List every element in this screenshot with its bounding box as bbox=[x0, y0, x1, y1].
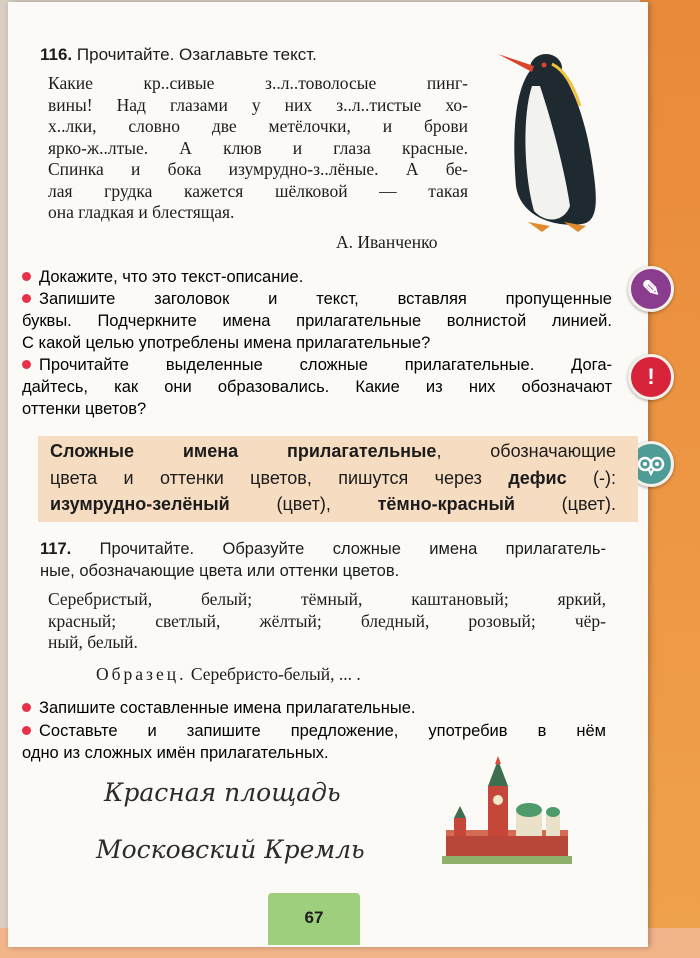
exercise-117-number: 117. bbox=[40, 540, 72, 558]
pen-icon: ✎ bbox=[628, 266, 674, 312]
text-line: она гладкая и блестящая. bbox=[48, 202, 235, 222]
text-line: лая грудка кажется шёлковой — такая bbox=[48, 180, 468, 201]
words-line: Серебристый, белый; тёмный, каштановый; яркий, bbox=[48, 589, 606, 609]
author: А. Иванченко bbox=[336, 232, 438, 252]
task-write-compounds bbox=[22, 697, 612, 719]
task-prove-description bbox=[22, 266, 612, 288]
task-text: С какой целью употреблены имена прилагательные? bbox=[22, 334, 431, 352]
text-line: Какие кр..сивые з..л..товолосые пинг- bbox=[48, 73, 468, 93]
rule-example: изумрудно-зелёный bbox=[50, 494, 230, 514]
bullet-icon bbox=[22, 703, 31, 712]
rule-defis-sign: (-): bbox=[593, 467, 616, 488]
words-line: ный, белый. bbox=[48, 632, 138, 652]
kremlin-illustration bbox=[442, 756, 572, 866]
task-text: Прочитайте выделенные сложные прилагательные. Дога- bbox=[39, 356, 612, 374]
task-text: Запишите составленные имена прилагательные. bbox=[39, 699, 416, 717]
task-write-title bbox=[22, 288, 612, 354]
rule-defis: дефис bbox=[508, 467, 567, 488]
sample-label: Образец. bbox=[96, 664, 187, 684]
exercise-116-number: 116. bbox=[40, 45, 73, 64]
exercise-117-instruction: Прочитайте. Образуйте сложные имена прилагатель- bbox=[99, 540, 606, 558]
bullet-icon bbox=[22, 726, 31, 735]
exercise-117-header bbox=[40, 538, 606, 582]
bullet-icon bbox=[22, 272, 31, 281]
rule-term: Сложные имена прилагательные bbox=[50, 441, 437, 461]
page-number: 67 bbox=[268, 893, 360, 945]
exercise-116-header bbox=[40, 44, 317, 66]
exercise-117-instruction: ные, обозначающие цвета или оттенки цветов. bbox=[40, 562, 400, 580]
task-text: буквы. Подчеркните имена прилагательные волнистой линией. bbox=[22, 312, 612, 330]
task-text: Запишите заголовок и текст, вставляя пропущенные bbox=[39, 290, 612, 308]
task-text: одно из сложных имён прилагательных. bbox=[22, 744, 329, 762]
rule-text-part: (цвет). bbox=[561, 494, 616, 514]
sample-value: Серебристо-белый, ... . bbox=[190, 664, 361, 684]
task-text: оттенки цветов? bbox=[22, 400, 147, 418]
penguin-illustration bbox=[494, 46, 604, 236]
task-read-compound bbox=[22, 354, 612, 420]
text-line: Спинка и бока изумрудно-з..лёные. А бе- bbox=[48, 159, 468, 179]
exercise-116-instruction: Прочитайте. Озаглавьте текст. bbox=[76, 45, 317, 64]
rule-text bbox=[50, 438, 616, 518]
rule-text-part: (цвет), bbox=[276, 494, 331, 514]
task-text: Составьте и запишите предложение, употребив в нём bbox=[39, 722, 606, 740]
exercise-117-words bbox=[48, 589, 606, 654]
bullet-icon bbox=[22, 360, 31, 369]
exercise-116-text bbox=[48, 73, 468, 224]
sample-line bbox=[96, 664, 361, 686]
task-text: дайтесь, как они образовались. Какие из них обозначают bbox=[22, 378, 612, 396]
handwriting-line-1: Красная площадь bbox=[104, 778, 341, 807]
handwriting-line-2: Московский Кремль bbox=[96, 835, 365, 864]
text-line: ярко-ж..лтые. А клюв и глаза красные. bbox=[48, 137, 468, 158]
rule-example: тёмно-красный bbox=[377, 494, 515, 514]
words-line: красный; светлый, жёлтый; бледный, розовый; чёр- bbox=[48, 610, 606, 631]
rule-text-part: , обозначающие bbox=[436, 441, 616, 461]
exclamation-icon: ! bbox=[628, 354, 674, 400]
text-line: х..лки, словно две метёлочки, и брови bbox=[48, 116, 468, 136]
rule-text-part: цвета и оттенки цветов, пишутся через bbox=[50, 467, 482, 488]
text-line: вины! Над глазами у них з..л..тистые хо- bbox=[48, 94, 468, 115]
bullet-icon bbox=[22, 294, 31, 303]
task-text: Докажите, что это текст-описание. bbox=[39, 268, 304, 286]
